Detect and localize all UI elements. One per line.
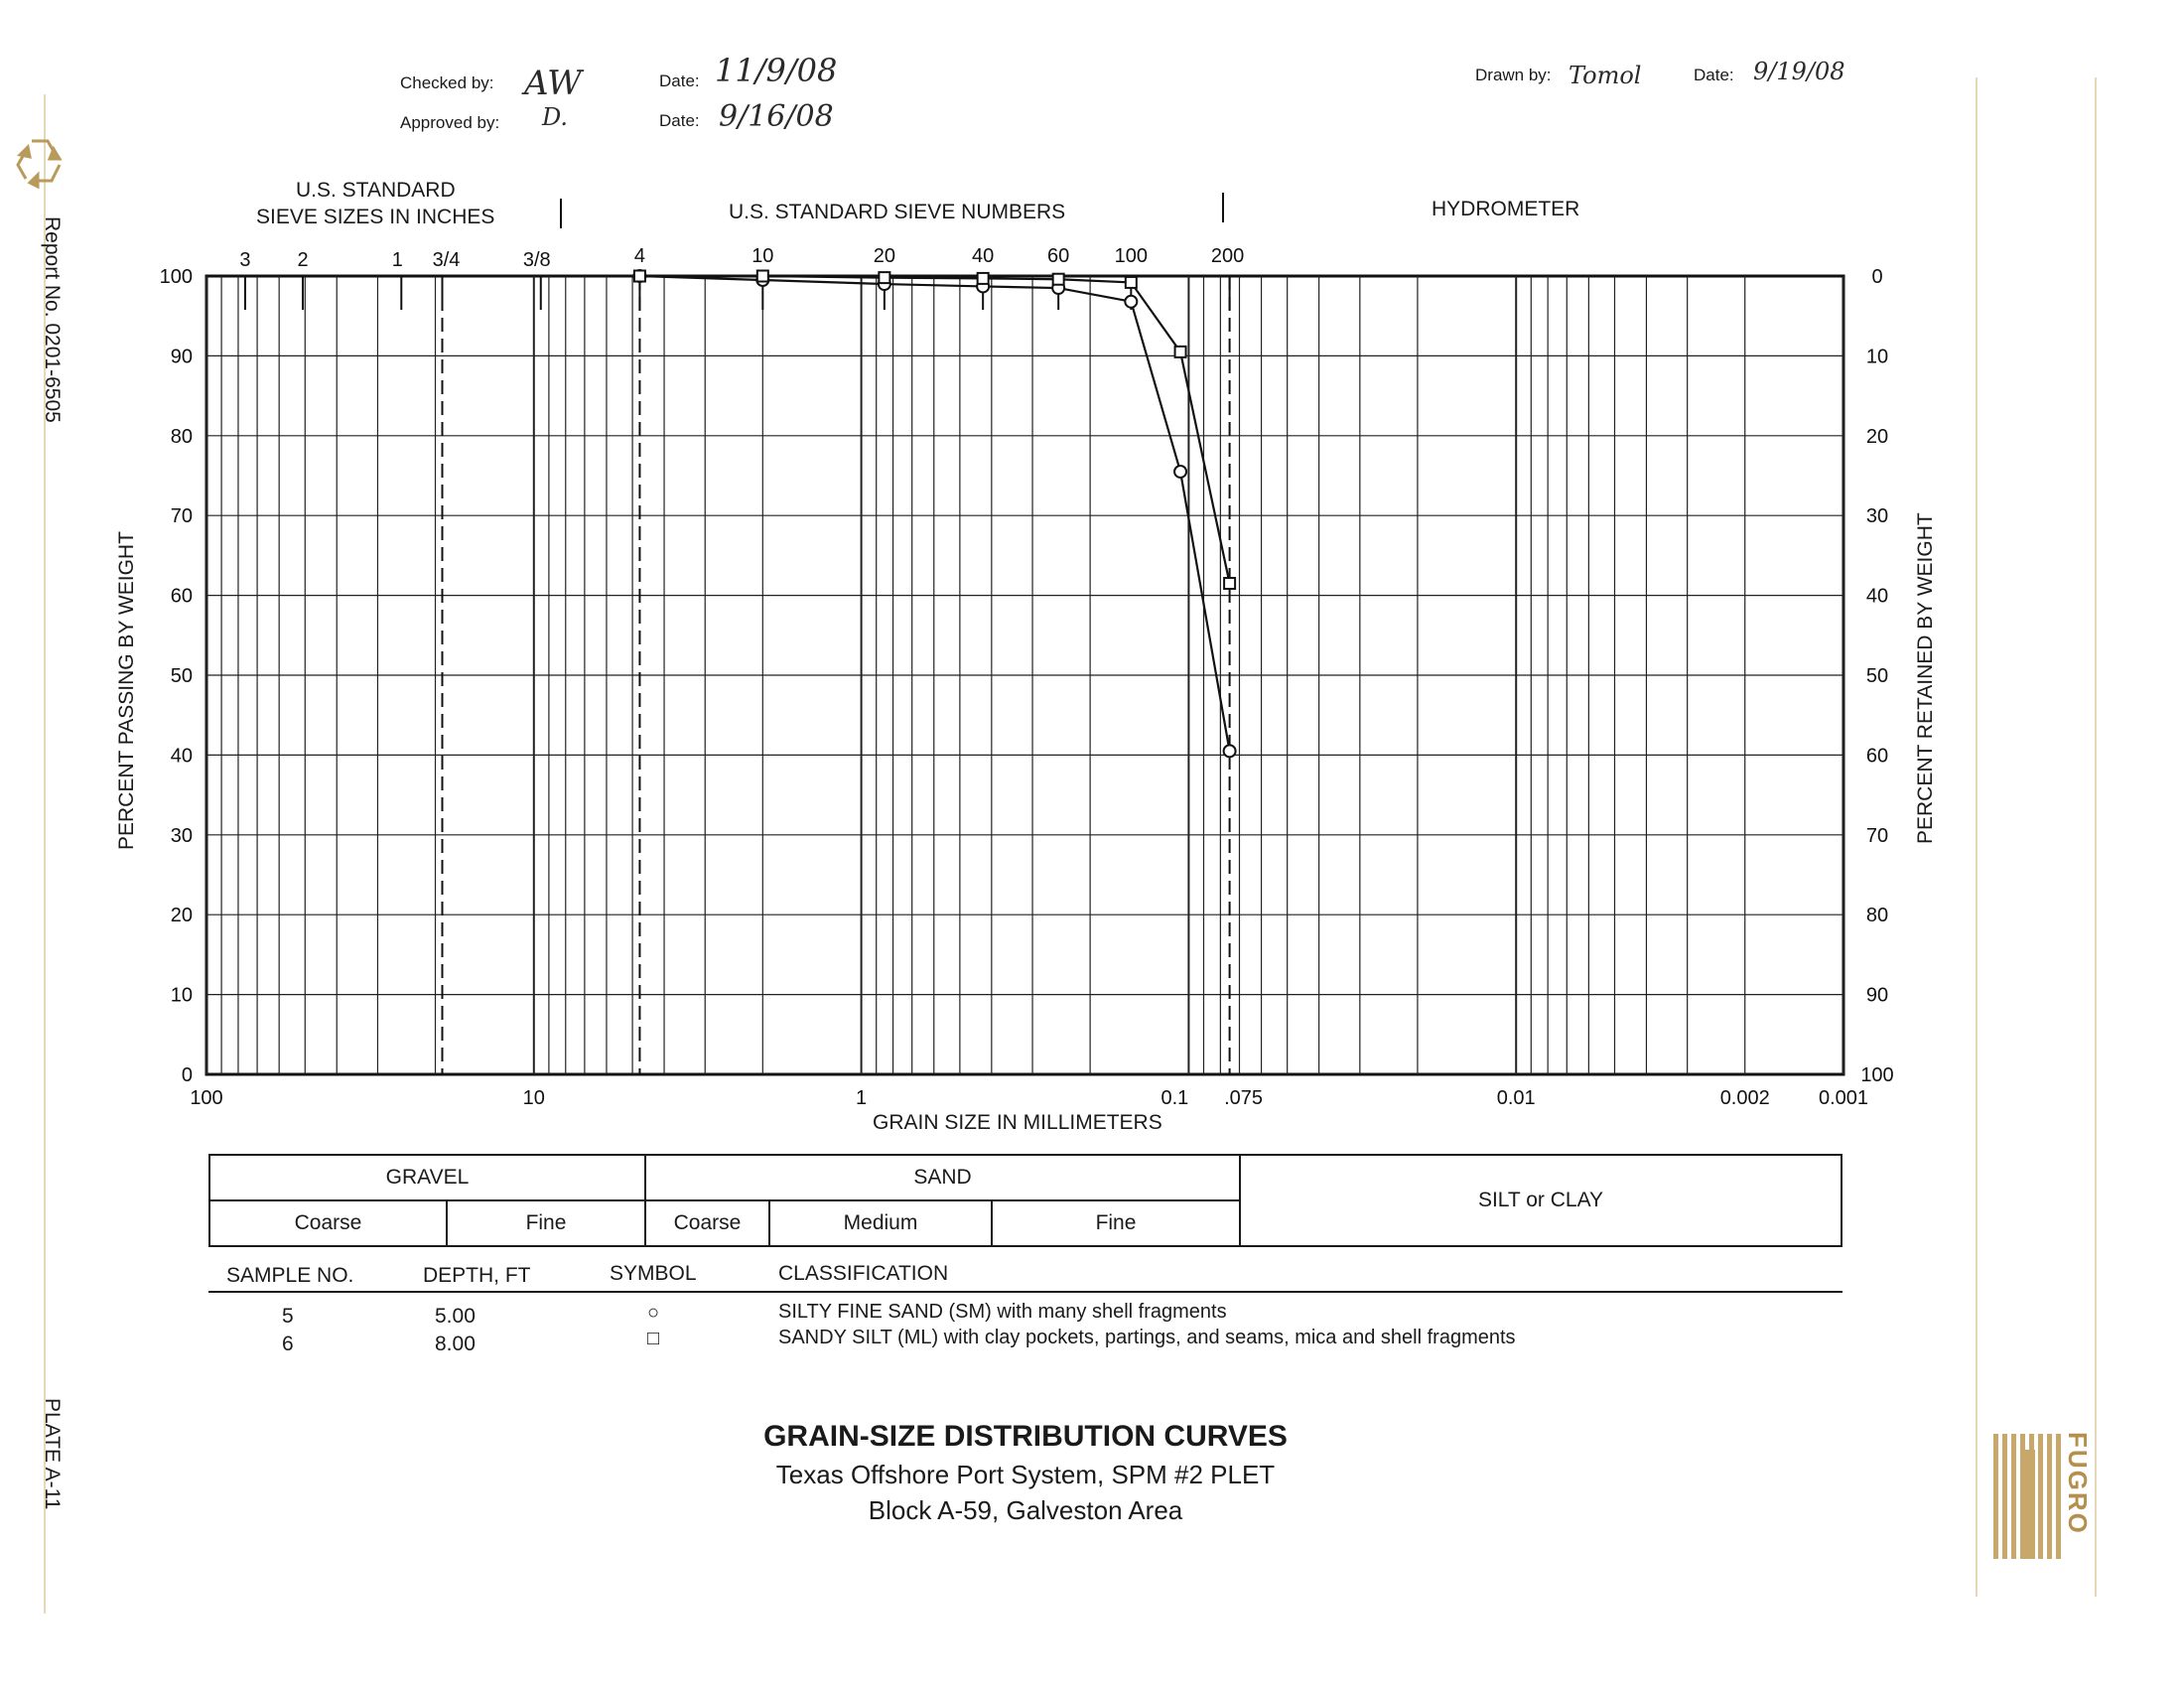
report-number: Report No. 0201-6505 bbox=[41, 216, 64, 423]
soil-classification-table bbox=[208, 1154, 1843, 1247]
data-point-circle bbox=[1174, 466, 1186, 478]
approved-date-value: 9/16/08 bbox=[719, 99, 834, 134]
x-axis-label: GRAIN SIZE IN MILLIMETERS bbox=[873, 1111, 1162, 1134]
y-tick-label-right: 70 bbox=[1865, 824, 1889, 847]
col-symbol: SYMBOL bbox=[610, 1262, 697, 1285]
data-point-square bbox=[634, 271, 645, 282]
y-axis-label: PERCENT PASSING BY WEIGHT bbox=[115, 531, 138, 850]
sand-header: SAND bbox=[645, 1155, 1240, 1200]
sieve-number-label: 100 bbox=[1114, 245, 1149, 267]
approved-date-label: Date: bbox=[659, 111, 700, 130]
col-sample-no: SAMPLE NO. bbox=[226, 1264, 354, 1287]
sieve-inches-header-2: SIEVE SIZES IN INCHES bbox=[256, 206, 495, 228]
checked-date-value: 11/9/08 bbox=[715, 52, 838, 89]
sieve-number-label: 40 bbox=[972, 245, 995, 267]
sieve-number-label: 4 bbox=[633, 245, 645, 267]
y-tick-label-right: 30 bbox=[1865, 505, 1889, 528]
hydrometer-header: HYDROMETER bbox=[1432, 198, 1580, 220]
sand-coarse: Coarse bbox=[645, 1200, 769, 1246]
footer-subtitle-2: Block A-59, Galveston Area bbox=[868, 1495, 1183, 1525]
col-depth: DEPTH, FT bbox=[423, 1264, 531, 1287]
approved-by-label: Approved by: bbox=[400, 113, 500, 132]
y-tick-label-right: 90 bbox=[1865, 984, 1889, 1007]
sand-medium: Medium bbox=[769, 1200, 992, 1246]
chart-series bbox=[633, 270, 1235, 757]
fugro-logo bbox=[1993, 1430, 2093, 1563]
row-classification: SANDY SILT (ML) with clay pockets, partings, and seams, mica and shell fragments bbox=[778, 1327, 1516, 1348]
y-tick-label-left: 80 bbox=[170, 425, 193, 448]
sieve-inch-label: 2 bbox=[297, 249, 309, 271]
footer-title: GRAIN-SIZE DISTRIBUTION CURVES bbox=[763, 1420, 1288, 1453]
gravel-fine: Fine bbox=[447, 1200, 645, 1246]
circle-symbol: ○ bbox=[647, 1302, 660, 1324]
drawn-date-label: Date: bbox=[1694, 66, 1734, 84]
x-tick-label: 10 bbox=[522, 1087, 545, 1109]
checked-by-signature: AW bbox=[524, 64, 583, 103]
y-tick-label-right: 80 bbox=[1865, 905, 1889, 927]
sieve-inches-header-1: U.S. STANDARD bbox=[296, 179, 456, 202]
sieve-inch-label: 1 bbox=[391, 249, 403, 271]
square-symbol: □ bbox=[647, 1328, 660, 1349]
sieve-number-label: 20 bbox=[873, 245, 896, 267]
plate-number: PLATE A-11 bbox=[41, 1398, 64, 1510]
sieve-numbers-header: U.S. STANDARD SIEVE NUMBERS bbox=[729, 201, 1066, 223]
row-classification: SILTY FINE SAND (SM) with many shell fragments bbox=[778, 1301, 1227, 1323]
sand-fine: Fine bbox=[992, 1200, 1240, 1246]
data-point-square bbox=[1224, 578, 1235, 589]
chart-labels bbox=[160, 193, 1894, 1109]
data-point-circle bbox=[1224, 745, 1236, 757]
y-tick-label-left: 70 bbox=[170, 505, 193, 528]
sieve-inch-label: 3/8 bbox=[522, 249, 551, 271]
y-tick-label-left: 0 bbox=[181, 1064, 193, 1086]
row-depth: 8.00 bbox=[435, 1333, 476, 1355]
x-tick-label: .075 bbox=[1224, 1087, 1264, 1109]
y-tick-label-right: 10 bbox=[1865, 346, 1889, 368]
series-line-sample-6 bbox=[639, 276, 1229, 584]
y-tick-label-right: 40 bbox=[1865, 585, 1889, 608]
y-tick-label-left: 40 bbox=[170, 745, 193, 768]
silt-clay-header: SILT or CLAY bbox=[1240, 1155, 1842, 1246]
samples-header-rule bbox=[208, 1291, 1843, 1293]
drawn-by-signature: Tomol bbox=[1569, 62, 1642, 89]
series-line-sample-5 bbox=[639, 276, 1229, 751]
x-tick-label: 1 bbox=[856, 1087, 868, 1109]
x-tick-label: 0.01 bbox=[1496, 1087, 1536, 1109]
y-tick-label-left: 100 bbox=[159, 266, 193, 288]
checked-by-label: Checked by: bbox=[400, 73, 494, 92]
fugro-logo-text: FUGRO bbox=[2063, 1432, 2093, 1535]
sieve-number-label: 10 bbox=[751, 245, 774, 267]
row-sample-no: 6 bbox=[282, 1333, 294, 1355]
sieve-inch-label: 3/4 bbox=[432, 249, 461, 271]
x-tick-label: 100 bbox=[190, 1087, 223, 1109]
gravel-header: GRAVEL bbox=[209, 1155, 645, 1200]
chart-grid bbox=[206, 276, 1843, 1074]
sieve-number-label: 60 bbox=[1047, 245, 1070, 267]
y-tick-label-left: 60 bbox=[170, 585, 193, 608]
y-axis-right-label: PERCENT RETAINED BY WEIGHT bbox=[1914, 512, 1937, 844]
col-classification: CLASSIFICATION bbox=[778, 1262, 949, 1285]
x-tick-label: 0.1 bbox=[1160, 1087, 1189, 1109]
y-tick-label-left: 90 bbox=[170, 346, 193, 368]
y-tick-label-right: 20 bbox=[1865, 425, 1889, 448]
drawn-date-value: 9/19/08 bbox=[1753, 58, 1845, 85]
x-tick-label: 0.001 bbox=[1818, 1087, 1869, 1109]
y-tick-label-left: 10 bbox=[170, 984, 193, 1007]
y-tick-label-right: 60 bbox=[1865, 745, 1889, 768]
gravel-coarse: Coarse bbox=[209, 1200, 447, 1246]
y-tick-label-right: 0 bbox=[1871, 266, 1883, 288]
sieve-inch-label: 3 bbox=[239, 249, 251, 271]
footer-block bbox=[0, 1420, 2051, 1526]
x-tick-label: 0.002 bbox=[1719, 1087, 1770, 1109]
data-point-square bbox=[757, 271, 768, 282]
y-tick-label-right: 50 bbox=[1865, 665, 1889, 687]
approved-by-signature: D. bbox=[542, 103, 569, 131]
data-point-circle bbox=[1125, 296, 1137, 308]
footer-subtitle-1: Texas Offshore Port System, SPM #2 PLET bbox=[775, 1460, 1276, 1489]
y-tick-label-left: 30 bbox=[170, 824, 193, 847]
data-point-square bbox=[879, 272, 889, 283]
data-point-square bbox=[1053, 274, 1064, 285]
y-tick-label-left: 50 bbox=[170, 665, 193, 687]
y-tick-label-left: 20 bbox=[170, 905, 193, 927]
drawn-by-label: Drawn by: bbox=[1475, 66, 1552, 84]
sieve-number-label: 200 bbox=[1210, 245, 1245, 267]
data-point-square bbox=[978, 273, 989, 284]
data-point-square bbox=[1126, 277, 1137, 288]
row-depth: 5.00 bbox=[435, 1305, 476, 1328]
checked-date-label: Date: bbox=[659, 71, 700, 90]
row-sample-no: 5 bbox=[282, 1305, 294, 1328]
data-point-square bbox=[1175, 347, 1186, 357]
y-tick-label-right: 100 bbox=[1860, 1064, 1894, 1086]
